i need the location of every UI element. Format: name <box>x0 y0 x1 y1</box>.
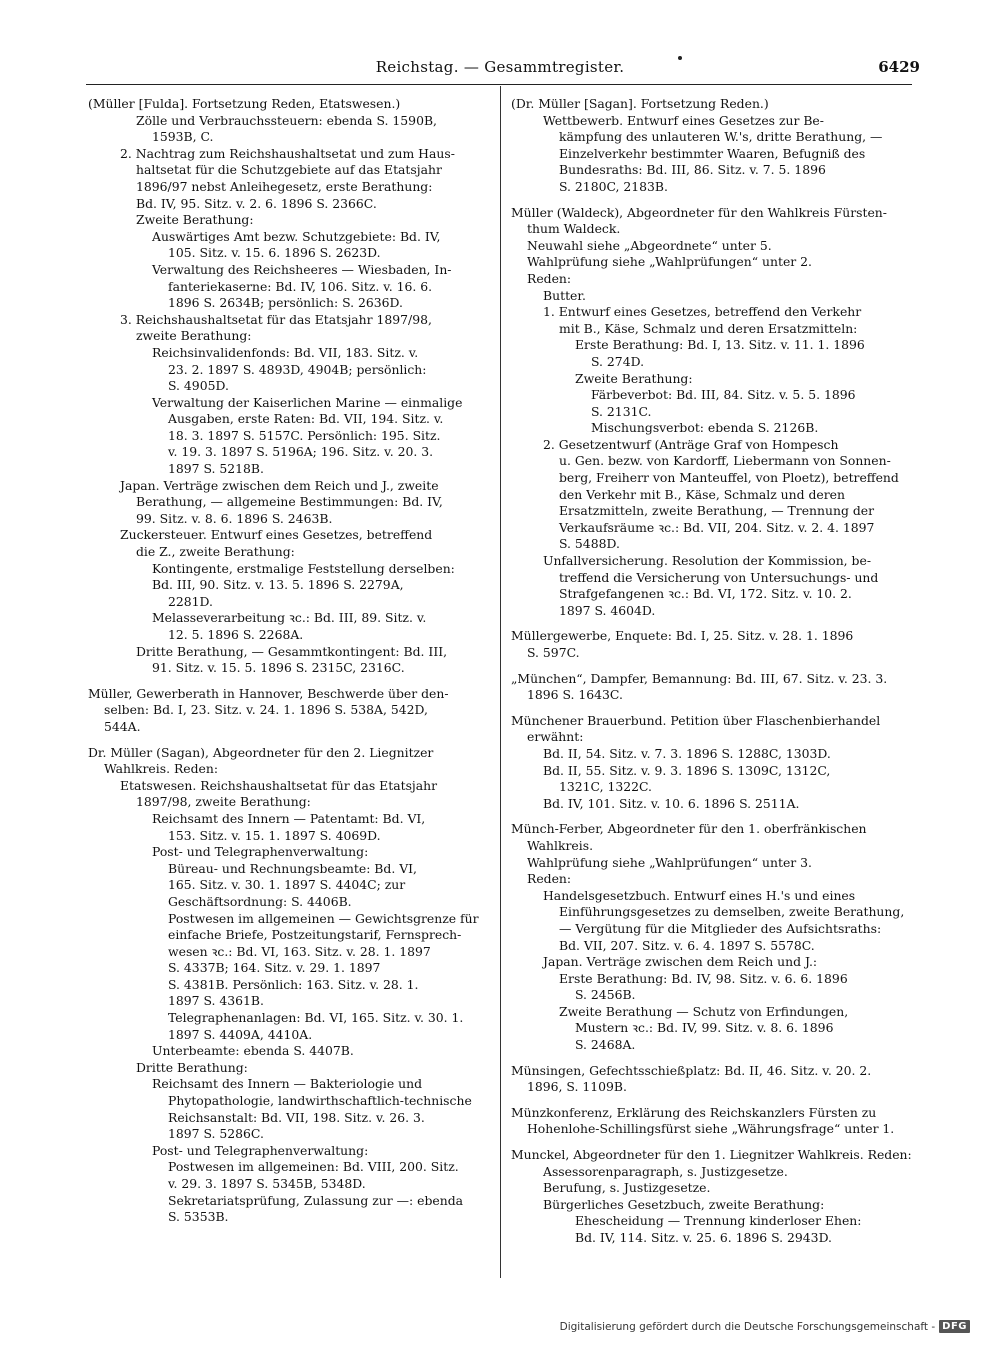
register-line: Post- und Telegraphenverwaltung: <box>152 1142 369 1158</box>
register-line: 12. 5. 1896 S. 2268A. <box>168 627 304 642</box>
register-line: Berufung, s. Justizgesetze. <box>543 1180 711 1196</box>
register-line: Berathung, — allgemeine Bestimmungen: Bd. IV, <box>136 494 443 510</box>
register-line: „München“, Dampfer, Bemannung: Bd. III, 67. Sitz. v. 23. 3. <box>511 670 888 686</box>
register-line: S. 2180C, 2183B. <box>559 178 668 194</box>
register-line: Bd. IV, 95. Sitz. v. 2. 6. 1896 S. 2366C. <box>136 195 377 211</box>
register-line: Mischungsverbot: ebenda S. 2126B. <box>591 420 819 436</box>
register-line: Post- und Telegraphenverwaltung: <box>152 844 369 860</box>
entry-gap <box>511 812 916 821</box>
register-line: 2. Gesetzentwurf (Anträge Graf von Hompesch <box>543 436 839 452</box>
register-line: erwähnt: <box>527 729 584 745</box>
register-line: Müller, Gewerberath in Hannover, Beschwerde über den- <box>88 685 449 701</box>
register-line: Hohenlohe-Schillingsfürst siehe „Währungsfrage“ unter 1. <box>527 1121 895 1137</box>
register-line: S. 5353B. <box>168 1209 229 1225</box>
register-line: Reichsamt des Innern — Patentamt: Bd. VI, <box>152 810 426 826</box>
register-line: 2281D. <box>168 593 213 609</box>
register-line: die Z., zweite Berathung: <box>136 544 295 560</box>
register-line: Wahlkreis. Reden: <box>104 761 219 777</box>
register-line: Postwesen im allgemeinen — Gewichtsgrenze für <box>168 910 479 926</box>
footer-credit <box>560 1320 970 1333</box>
register-line: 23. 2. 1897 S. 4893D, 4904B; persönlich: <box>168 361 427 377</box>
register-line: thum Waldeck. <box>527 221 621 237</box>
register-line: Ersatzmitteln, zweite Berathung, — Trennung der <box>559 503 875 519</box>
register-line: Verwaltung der Kaiserlichen Marine — einmalige <box>152 394 463 410</box>
register-line: Münchener Brauerbund. Petition über Flaschenbierhandel <box>511 712 881 728</box>
register-line: 2. Nachtrag zum Reichshaushaltsetat und zum Haus- <box>120 145 455 161</box>
right-column <box>511 96 916 1247</box>
register-line: 165. Sitz. v. 30. 1. 1897 S. 4404C; zur <box>168 877 406 893</box>
register-line: S. 274D. <box>591 353 645 369</box>
register-line: Erste Berathung: Bd. IV, 98. Sitz. v. 6. 6. 1896 <box>559 970 848 986</box>
register-line: Bundesraths: Bd. III, 86. Sitz. v. 7. 5. 1896 <box>559 162 826 178</box>
register-line: Munckel, Abgeordneter für den 1. Liegnitzer Wahlkreis. Reden: <box>511 1147 912 1163</box>
page-header <box>80 58 920 80</box>
register-line: 1897 S. 4409A, 4410A. <box>168 1026 313 1042</box>
register-line: Zweite Berathung: <box>575 370 693 386</box>
register-line: Verkaufsräume ꝛc.: Bd. VII, 204. Sitz. v. 2. 4. 1897 <box>559 519 875 535</box>
register-line: Strafgefangenen ꝛc.: Bd. VI, 172. Sitz. v. 10. 2. <box>559 586 852 602</box>
register-line: Wahlprüfung siehe „Wahlprüfungen“ unter 2. <box>527 254 812 270</box>
entry-gap <box>511 662 916 671</box>
register-line: Assessorenparagraph, s. Justizgesetze. <box>543 1163 788 1179</box>
register-line: — Vergütung für die Mitglieder des Aufsichtsraths: <box>559 920 882 936</box>
register-line: 18. 3. 1897 S. 5157C. Persönlich: 195. Sitz. <box>168 427 441 443</box>
register-line: u. Gen. bezw. von Kardorff, Liebermann von Sonnen- <box>559 453 891 469</box>
register-line: Reichsamt des Innern — Bakteriologie und <box>152 1076 423 1092</box>
register-line: Mustern ꝛc.: Bd. IV, 99. Sitz. v. 8. 6. 1896 <box>575 1020 834 1036</box>
register-line: wesen ꝛc.: Bd. VI, 163. Sitz. v. 28. 1. 1897 <box>168 943 431 959</box>
register-line: Unterbeamte: ebenda S. 4407B. <box>152 1043 354 1059</box>
register-line: Münsingen, Gefechtsschießplatz: Bd. II, 46. Sitz. v. 20. 2. <box>511 1062 872 1078</box>
register-line: S. 4905D. <box>168 378 229 394</box>
register-line: Einzelverkehr bestimmter Waaren, Befugniß des <box>559 145 866 161</box>
column-divider <box>500 86 501 1278</box>
register-line: Bd. II, 55. Sitz. v. 9. 3. 1896 S. 1309C, 1312C, <box>543 762 831 778</box>
register-line: Wettbewerb. Entwurf eines Gesetzes zur Be- <box>543 112 824 128</box>
entry-gap <box>511 1096 916 1105</box>
register-line: Reden: <box>527 871 572 887</box>
register-line: S. 597C. <box>527 645 580 660</box>
register-line: 1321C, 1322C. <box>559 779 652 795</box>
entry-gap <box>511 1138 916 1147</box>
register-line: kämpfung des unlauteren W.'s, dritte Berathung, — <box>559 129 883 145</box>
register-line: Wahlkreis. <box>527 837 594 853</box>
register-line: zweite Berathung: <box>136 328 252 344</box>
register-line: 1896 S. 1643C. <box>527 687 623 703</box>
register-line: Zweite Berathung — Schutz von Erfindungen, <box>559 1003 849 1019</box>
register-line: 1896/97 nebst Anleihegesetz, erste Berathung: <box>136 178 433 194</box>
register-line: S. 2468A. <box>575 1037 636 1053</box>
entry-gap <box>511 704 916 713</box>
register-line: 1897 S. 4604D. <box>559 602 656 618</box>
register-line: 1896 S. 2634B; persönlich: S. 2636D. <box>168 295 403 311</box>
register-line: Büreau- und Rechnungsbeamte: Bd. VI, <box>168 860 417 876</box>
register-line: Sekretariatsprüfung, Zulassung zur —: ebenda <box>168 1192 464 1208</box>
register-line: S. 2456B. <box>575 987 636 1003</box>
register-line: Dritte Berathung: <box>136 1059 248 1075</box>
register-line: 1897 S. 4361B. <box>168 993 264 1009</box>
register-line: Postwesen im allgemeinen: Bd. VIII, 200. Sitz. <box>168 1159 459 1175</box>
register-line: 1897/98, zweite Berathung: <box>136 794 311 810</box>
register-line: mit B., Käse, Schmalz und deren Ersatzmitteln: <box>559 320 858 336</box>
register-line: Geschäftsordnung: S. 4406B. <box>168 893 352 909</box>
register-line: Bd. IV, 101. Sitz. v. 10. 6. 1896 S. 2511A. <box>543 795 800 811</box>
entry-gap <box>511 196 916 205</box>
register-line: Japan. Verträge zwischen dem Reich und J., zweite <box>120 477 439 493</box>
footer-text: Digitalisierung gefördert durch die Deutsche Forschungsgemeinschaft - <box>559 1320 936 1333</box>
register-line: S. 2131C. <box>591 403 652 419</box>
register-line: Müller (Waldeck), Abgeordneter für den Wahlkreis Fürsten- <box>511 204 887 220</box>
register-line: Müllergewerbe, Enquete: Bd. I, 25. Sitz. v. 28. 1. 1896 <box>511 628 854 644</box>
register-line: Erste Berathung: Bd. I, 13. Sitz. v. 11. 1. 1896 <box>575 337 865 353</box>
register-line: 1897 S. 5286C. <box>168 1126 264 1142</box>
register-line: Bd. VII, 207. Sitz. v. 6. 4. 1897 S. 5578C. <box>559 937 815 953</box>
register-line: den Verkehr mit B., Käse, Schmalz und deren <box>559 486 846 502</box>
header-rule <box>86 84 912 85</box>
entry-gap <box>88 736 493 745</box>
register-line: Reichsanstalt: Bd. VII, 198. Sitz. v. 26. 3. <box>168 1109 425 1125</box>
register-line: v. 29. 3. 1897 S. 5345B, 5348D. <box>168 1176 366 1191</box>
register-line: S. 5488D. <box>559 536 620 552</box>
entry-gap <box>511 619 916 628</box>
running-title: Reichstag. — Gesammtregister. <box>375 58 625 76</box>
register-line: 91. Sitz. v. 15. 5. 1896 S. 2315C, 2316C. <box>152 660 405 676</box>
register-line: Dr. Müller (Sagan), Abgeordneter für den 2. Liegnitzer <box>88 744 434 760</box>
register-line: Ausgaben, erste Raten: Bd. VII, 194. Sitz. v. <box>168 411 444 427</box>
register-line: Münzkonferenz, Erklärung des Reichskanzlers Fürsten zu <box>511 1104 877 1120</box>
register-line: haltsetat für die Schutzgebiete auf das Etatsjahr <box>136 162 442 178</box>
register-line: Zuckersteuer. Entwurf eines Gesetzes, betreffend <box>120 527 433 543</box>
register-line: berg, Freiherr von Manteuffel, von Ploetz), betreffend <box>559 470 899 486</box>
register-line: Japan. Verträge zwischen dem Reich und J.: <box>543 954 818 970</box>
register-line: Bürgerliches Gesetzbuch, zweite Berathung: <box>543 1196 825 1212</box>
register-line: treffend die Versicherung von Untersuchungs- und <box>559 569 879 585</box>
register-line: Bd. III, 90. Sitz. v. 13. 5. 1896 S. 2279A, <box>152 577 404 593</box>
left-column <box>88 96 493 1226</box>
register-line: Kontingente, erstmalige Feststellung derselben: <box>152 560 455 576</box>
register-line: Münch-Ferber, Abgeordneter für den 1. oberfränkischen <box>511 821 867 837</box>
register-line: 1593B, C. <box>152 129 214 145</box>
register-line: 99. Sitz. v. 8. 6. 1896 S. 2463B. <box>136 510 333 526</box>
register-line: Ehescheidung — Trennung kinderloser Ehen: <box>575 1213 862 1229</box>
register-line: Etatswesen. Reichshaushaltsetat für das Etatsjahr <box>120 777 438 793</box>
register-line: v. 19. 3. 1897 S. 5196A; 196. Sitz. v. 20. 3. <box>168 444 434 460</box>
register-line: Dritte Berathung, — Gesammtkontingent: Bd. III, <box>136 643 448 659</box>
register-line: 1. Entwurf eines Gesetzes, betreffend den Verkehr <box>543 304 862 320</box>
register-line: fanteriekaserne: Bd. IV, 106. Sitz. v. 16. 6. <box>168 278 433 294</box>
register-line: Einführungsgesetzes zu demselben, zweite Berathung, <box>559 904 905 920</box>
register-line: Verwaltung des Reichsheeres — Wiesbaden, In- <box>152 261 452 277</box>
entry-gap <box>88 677 493 686</box>
register-line: Bd. IV, 114. Sitz. v. 25. 6. 1896 S. 2943D. <box>575 1230 832 1245</box>
register-line: Auswärtiges Amt bezw. Schutzgebiete: Bd. IV, <box>152 228 441 244</box>
register-line: Reichsinvalidenfonds: Bd. VII, 183. Sitz. v. <box>152 344 419 360</box>
register-line: Melasseverarbeitung ꝛc.: Bd. III, 89. Sitz. v. <box>152 610 427 626</box>
register-line: 153. Sitz. v. 15. 1. 1897 S. 4069D. <box>168 827 381 843</box>
register-line: Wahlprüfung siehe „Wahlprüfungen“ unter 3. <box>527 854 812 870</box>
register-line: 544A. <box>104 718 141 734</box>
register-line: 105. Sitz. v. 15. 6. 1896 S. 2623D. <box>168 245 381 261</box>
register-line: S. 4337B; 164. Sitz. v. 29. 1. 1897 <box>168 960 381 976</box>
register-line: Zölle und Verbrauchssteuern: ebenda S. 1590B, <box>136 112 437 128</box>
register-line: Butter. <box>543 287 586 303</box>
register-line: (Dr. Müller [Sagan]. Fortsetzung Reden.) <box>511 96 769 111</box>
register-line: selben: Bd. I, 23. Sitz. v. 24. 1. 1896 S. 538A, 542D, <box>104 702 428 718</box>
register-line: 1896, S. 1109B. <box>527 1079 627 1095</box>
register-line: Neuwahl siehe „Abgeordnete“ unter 5. <box>527 237 772 253</box>
register-line: Reden: <box>527 270 572 286</box>
register-line: S. 4381B. Persönlich: 163. Sitz. v. 28. 1. <box>168 976 419 992</box>
dfg-logo: DFG <box>939 1320 970 1333</box>
register-line: Telegraphenanlagen: Bd. VI, 165. Sitz. v. 30. 1. <box>168 1010 464 1026</box>
register-line: Handelsgesetzbuch. Entwurf eines H.'s und eines <box>543 887 856 903</box>
register-line: Bd. II, 54. Sitz. v. 7. 3. 1896 S. 1288C, 1303D. <box>543 745 831 761</box>
register-line: Unfallversicherung. Resolution der Kommission, be- <box>543 553 872 569</box>
register-line: Phytopathologie, landwirthschaftlich-technische <box>168 1093 472 1109</box>
page-number: 6429 <box>878 58 920 76</box>
register-line: (Müller [Fulda]. Fortsetzung Reden, Etatswesen.) <box>88 96 401 111</box>
register-line: Zweite Berathung: <box>136 212 254 228</box>
register-line: Färbeverbot: Bd. III, 84. Sitz. v. 5. 5. 1896 <box>591 387 856 403</box>
entry-gap <box>511 1054 916 1063</box>
register-line: 3. Reichshaushaltsetat für das Etatsjahr 1897/98, <box>120 311 432 327</box>
register-line: einfache Briefe, Postzeitungstarif, Fernsprech- <box>168 927 462 943</box>
register-line: 1897 S. 5218B. <box>168 461 264 477</box>
